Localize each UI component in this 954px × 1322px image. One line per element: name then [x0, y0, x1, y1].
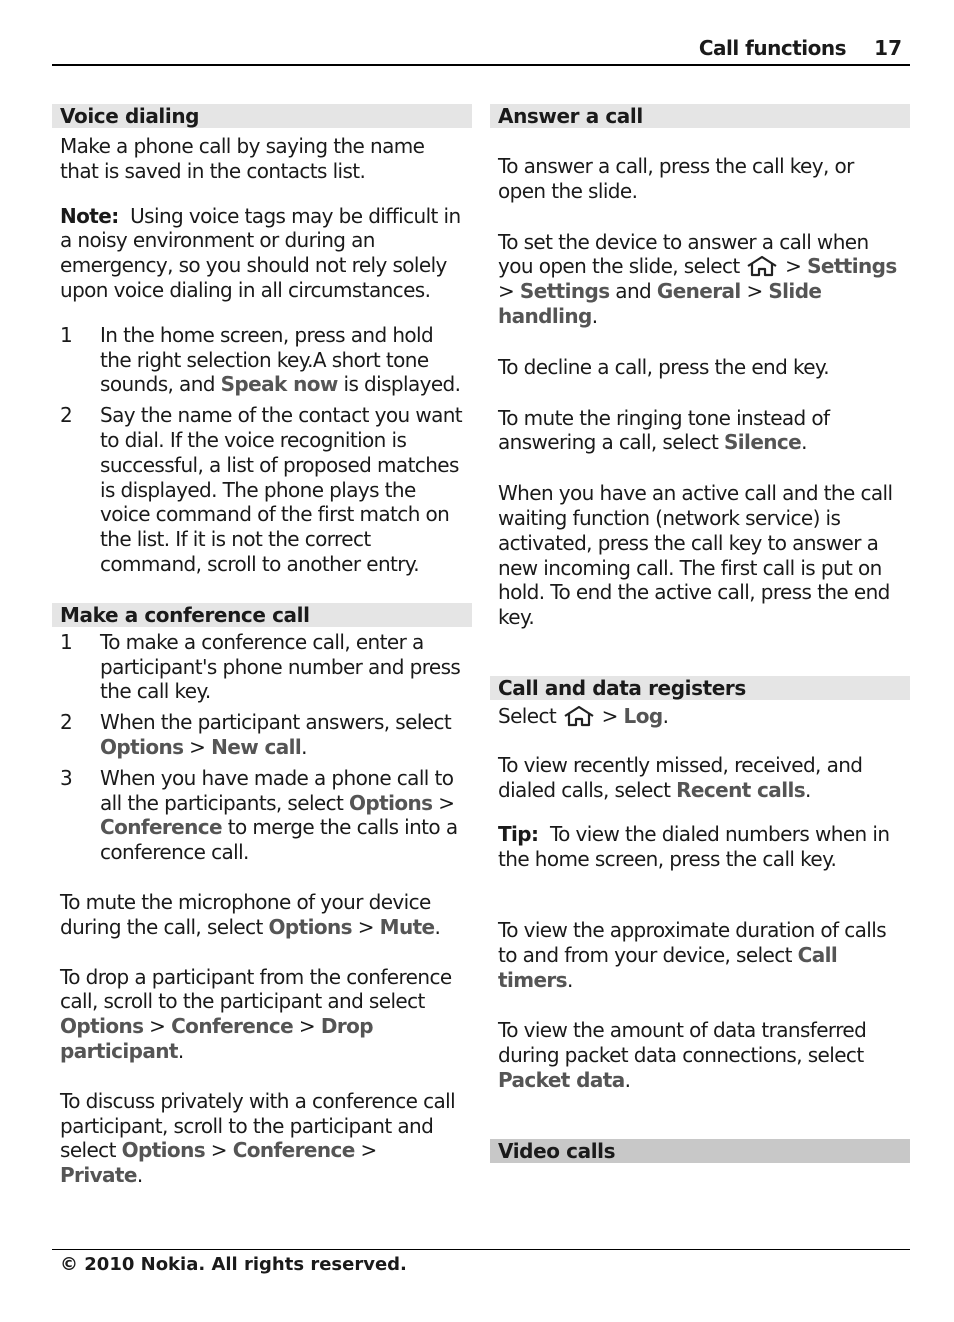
ui-options: Options	[268, 914, 352, 939]
registers-packet	[490, 1018, 910, 1092]
tip-text: To view the dialed numbers when in the home screen, press the call key.	[498, 822, 890, 872]
text-post: .	[591, 303, 598, 328]
text-pre: To set the device to answer a call when you open the slide, select	[498, 229, 869, 279]
conference-step-3	[52, 766, 472, 865]
ui-settings: Settings	[807, 254, 897, 279]
home-icon	[745, 255, 779, 277]
text-pre: To view the amount of data transferred during packet data connections, select	[498, 1018, 867, 1068]
voice-step-1	[52, 323, 472, 397]
registers-select	[490, 704, 910, 729]
ui-conference: Conference	[100, 815, 223, 840]
text-pre: Select	[498, 703, 562, 728]
text-post: .	[801, 430, 807, 455]
ui-new-call: New call	[211, 734, 302, 759]
ui-general: General	[656, 279, 741, 304]
section-heading-conference: Make a conference call	[52, 603, 472, 627]
step-text-post: is displayed.	[337, 372, 461, 397]
separator: >	[293, 1014, 321, 1039]
conference-mute	[52, 890, 472, 940]
ui-recent-calls: Recent calls	[676, 777, 806, 802]
separator: >	[740, 279, 769, 304]
separator: >	[498, 279, 520, 304]
text-post: .	[177, 1038, 184, 1063]
text-post: to merge the calls into a conference call.	[100, 815, 458, 865]
separator: >	[351, 914, 380, 939]
answer-p4	[490, 406, 910, 456]
answer-p3: To decline a call, press the end key.	[498, 354, 830, 379]
registers-timers	[490, 918, 910, 992]
step-number: 1	[60, 322, 73, 347]
step-number: 2	[60, 710, 73, 735]
note-label: Note:	[60, 203, 119, 228]
text-post: .	[624, 1067, 631, 1092]
note-text: Using voice tags may be difficult in a noisy environment or during an emergency, so you should not rely solely upon voice dialing in all circumstances.	[60, 203, 461, 302]
ui-packet-data: Packet data	[498, 1067, 625, 1092]
text-post: .	[434, 914, 441, 939]
text-pre: To view recently missed, received, and dialed calls, select	[498, 752, 863, 802]
copyright: © 2010 Nokia. All rights reserved.	[60, 1254, 407, 1275]
step-text: Say the name of the contact you want to dial. If the voice recognition is successful, a list of proposed matches is displayed. The phone plays the voice command of the first match on the list. If it is not the correct command, scroll to another entry.	[100, 403, 463, 576]
step-text	[100, 710, 464, 760]
page-title: Call functions	[698, 36, 846, 60]
ui-silence: Silence	[724, 430, 802, 455]
section-heading-registers: Call and data registers	[490, 676, 910, 700]
section-heading-video-calls: Video calls	[490, 1139, 910, 1163]
text-post: .	[805, 777, 811, 802]
tip-label: Tip:	[498, 822, 539, 847]
text-pre: To drop a participant from the conference call, scroll to the participant and select	[60, 964, 452, 1014]
home-icon	[562, 705, 596, 727]
page-number: 17	[874, 36, 902, 60]
registers-tip	[490, 822, 910, 872]
ui-conference: Conference	[232, 1138, 355, 1163]
ui-private: Private	[60, 1163, 137, 1188]
right-column	[490, 104, 910, 1163]
page-header	[52, 30, 910, 66]
section-heading-answer: Answer a call	[490, 104, 910, 128]
ui-settings-2: Settings	[519, 279, 610, 304]
answer-p1: To answer a call, press the call key, or open the slide.	[498, 154, 854, 203]
section-heading-voice-dialing: Voice dialing	[52, 104, 472, 128]
text-and: and	[609, 279, 657, 304]
text-post: .	[662, 703, 669, 728]
conference-step-1	[52, 630, 472, 704]
ui-conference: Conference	[171, 1014, 294, 1039]
ui-log: Log	[623, 703, 663, 728]
ui-options: Options	[121, 1138, 206, 1163]
ui-speak-now: Speak now	[220, 372, 338, 397]
voice-dialing-intro: Make a phone call by saying the name that is saved in the contacts list.	[60, 134, 425, 183]
text-pre: To mute the ringing tone instead of answering a call, select	[498, 405, 830, 455]
ui-options: Options	[349, 790, 433, 815]
answer-p2	[490, 230, 910, 329]
text-pre: When you have made a phone call to all the participants, select	[100, 765, 454, 815]
ui-drop-participant: Drop participant	[60, 1014, 373, 1063]
step-text	[100, 323, 464, 397]
step-text	[100, 766, 464, 865]
ui-options: Options	[100, 734, 184, 759]
separator: >	[143, 1014, 172, 1039]
separator: >	[354, 1138, 377, 1163]
step-number: 1	[60, 629, 73, 654]
text-pre: To discuss privately with a conference call participant, scroll to the participant and select	[60, 1088, 456, 1163]
step-number: 3	[60, 765, 73, 790]
separator: >	[779, 254, 808, 279]
left-column	[52, 104, 472, 1188]
text-pre: When the participant answers, select	[100, 710, 452, 735]
separator: >	[183, 734, 212, 759]
registers-recent	[490, 753, 910, 803]
separator: >	[595, 703, 624, 728]
text-post: .	[567, 967, 573, 992]
answer-p5: When you have an active call and the call waiting function (network service) is activated, press the call key to answer a new incoming call. The first call is put on hold. To end the active call, press the end key.	[498, 481, 893, 630]
step-text-pre: In the home screen, press and hold the right selection key.A short tone sounds, and	[100, 322, 434, 397]
text-pre: To view the approximate duration of calls to and from your device, select	[498, 917, 887, 967]
ui-options: Options	[60, 1014, 144, 1039]
ui-slide-handling: Slide handling	[498, 279, 822, 328]
text-pre: To mute the microphone of your device during the call, select	[60, 889, 431, 939]
step-text: To make a conference call, enter a participant's phone number and press the call key.	[100, 629, 461, 704]
separator: >	[432, 790, 455, 815]
ui-call-timers: Call timers	[498, 942, 838, 992]
step-number: 2	[60, 403, 73, 428]
text-post: .	[301, 734, 307, 759]
text-post: .	[136, 1163, 143, 1188]
separator: >	[205, 1138, 233, 1163]
page-footer	[52, 1249, 910, 1275]
conference-private	[52, 1089, 472, 1188]
conference-step-2	[52, 710, 472, 760]
voice-step-2	[52, 403, 472, 577]
voice-dialing-note	[52, 204, 472, 303]
conference-drop	[52, 965, 472, 1064]
ui-mute: Mute	[379, 914, 435, 939]
